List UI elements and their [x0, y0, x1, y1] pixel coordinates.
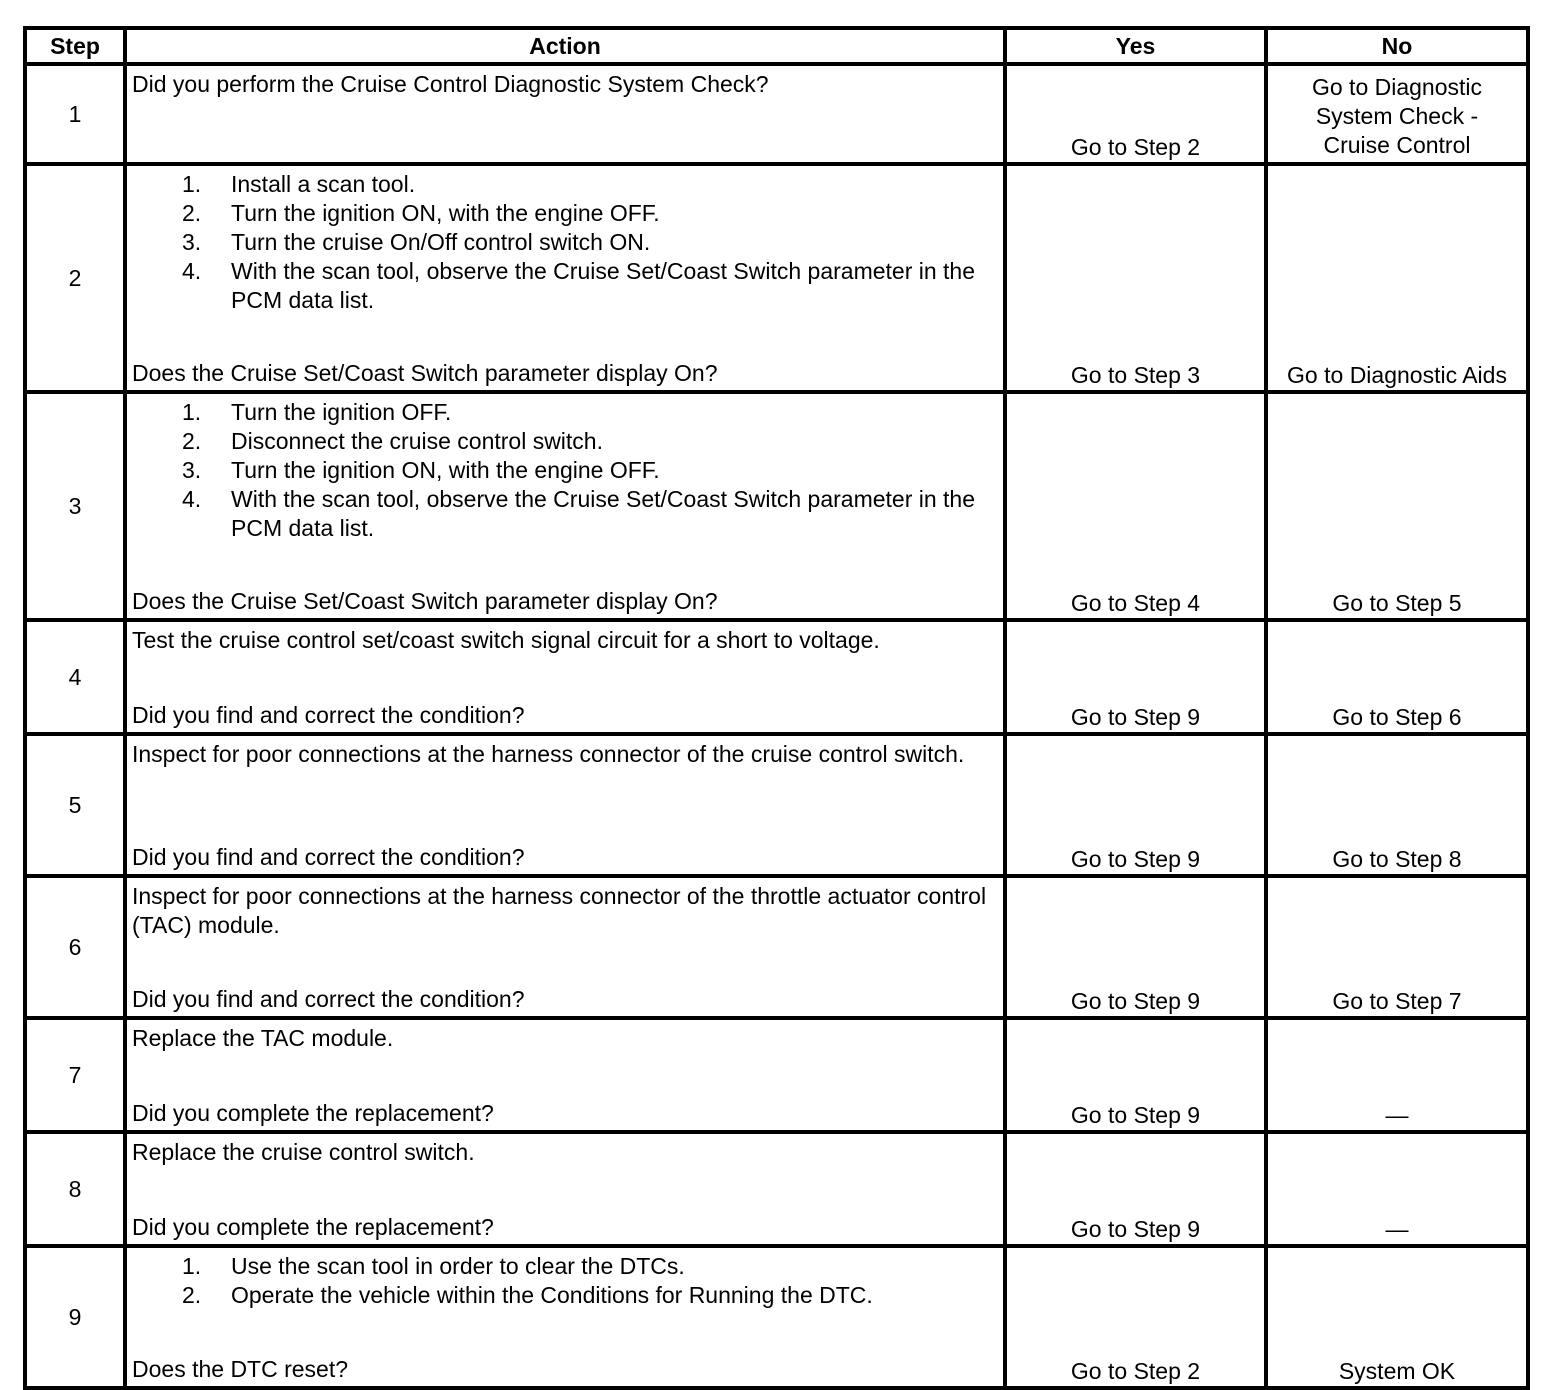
- list-item: 3. Turn the cruise On/Off control switch ON.: [182, 229, 651, 255]
- list-item: 4. With the scan tool, observe the Cruise Set/Coast Switch parameter in the PCM data list.: [182, 486, 976, 541]
- table-row: [25, 64, 1528, 164]
- header-action: Action: [125, 28, 1005, 64]
- instruction-text: Inspect for poor connections at the harness connector of the cruise control switch.: [132, 741, 965, 767]
- instruction-text: Replace the cruise control switch.: [132, 1139, 475, 1165]
- action-cell: [125, 1018, 1005, 1132]
- table-row: [25, 164, 1528, 392]
- no-cell: Go to Diagnostic Aids: [1266, 164, 1528, 392]
- action-steps-list: [132, 170, 999, 315]
- action-cell: [125, 392, 1005, 620]
- list-item: 2. Turn the ignition ON, with the engine OFF.: [182, 200, 660, 226]
- table-row: [25, 876, 1528, 1018]
- question-text: Did you find and correct the condition?: [132, 702, 525, 728]
- step-number: 6: [25, 876, 125, 1018]
- list-item: 1. Turn the ignition OFF.: [182, 399, 452, 425]
- table-row: [25, 620, 1528, 734]
- instruction-text: Inspect for poor connections at the harness connector of the throttle actuator control (TAC) module.: [132, 883, 987, 938]
- header-yes: Yes: [1005, 28, 1266, 64]
- table-row: [25, 734, 1528, 876]
- yes-cell: Go to Step 9: [1005, 1018, 1266, 1132]
- list-item: 2. Operate the vehicle within the Conditions for Running the DTC.: [182, 1282, 873, 1308]
- action-cell: [125, 1132, 1005, 1246]
- action-cell: [125, 64, 1005, 164]
- yes-cell: Go to Step 2: [1005, 64, 1266, 164]
- list-item: 3. Turn the ignition ON, with the engine OFF.: [182, 457, 660, 483]
- step-number: 7: [25, 1018, 125, 1132]
- instruction-text: Did you perform the Cruise Control Diagnostic System Check?: [132, 71, 769, 97]
- step-number: 3: [25, 392, 125, 620]
- yes-cell: Go to Step 4: [1005, 392, 1266, 620]
- question-text: Did you find and correct the condition?: [132, 986, 525, 1012]
- action-cell: [125, 620, 1005, 734]
- step-number: 2: [25, 164, 125, 392]
- list-item: 1. Install a scan tool.: [182, 171, 416, 197]
- action-cell: [125, 734, 1005, 876]
- question-text: Does the Cruise Set/Coast Switch parameter display On?: [132, 588, 718, 614]
- table-row: [25, 1018, 1528, 1132]
- no-cell: Go to Step 7: [1266, 876, 1528, 1018]
- list-item: 4. With the scan tool, observe the Cruise Set/Coast Switch parameter in the PCM data list.: [182, 258, 976, 313]
- instruction-text: Test the cruise control set/coast switch signal circuit for a short to voltage.: [132, 627, 880, 653]
- table-row: [25, 392, 1528, 620]
- action-cell: [125, 164, 1005, 392]
- action-cell: [125, 876, 1005, 1018]
- question-text: Did you complete the replacement?: [132, 1214, 494, 1240]
- table-row: [25, 1246, 1528, 1388]
- yes-cell: Go to Step 9: [1005, 876, 1266, 1018]
- list-item: 1. Use the scan tool in order to clear the DTCs.: [182, 1253, 685, 1279]
- yes-cell: Go to Step 3: [1005, 164, 1266, 392]
- yes-cell: Go to Step 9: [1005, 1132, 1266, 1246]
- question-text: Does the Cruise Set/Coast Switch parameter display On?: [132, 360, 718, 386]
- action-steps-list: [132, 398, 999, 543]
- instruction-text: Replace the TAC module.: [132, 1025, 394, 1051]
- yes-cell: Go to Step 9: [1005, 620, 1266, 734]
- header-no: No: [1266, 28, 1528, 64]
- no-cell: Go to Diagnostic System Check - Cruise Control: [1266, 64, 1528, 164]
- no-cell: Go to Step 8: [1266, 734, 1528, 876]
- action-cell: [125, 1246, 1005, 1388]
- question-text: Did you find and correct the condition?: [132, 844, 525, 870]
- step-number: 5: [25, 734, 125, 876]
- yes-cell: Go to Step 2: [1005, 1246, 1266, 1388]
- step-number: 4: [25, 620, 125, 734]
- yes-cell: Go to Step 9: [1005, 734, 1266, 876]
- no-cell: —: [1266, 1132, 1528, 1246]
- header-row: [25, 28, 1528, 64]
- list-item: 2. Disconnect the cruise control switch.: [182, 428, 603, 454]
- step-number: 8: [25, 1132, 125, 1246]
- no-cell: Go to Step 6: [1266, 620, 1528, 734]
- question-text: Does the DTC reset?: [132, 1356, 349, 1382]
- action-steps-list: [132, 1252, 999, 1310]
- question-text: Did you complete the replacement?: [132, 1100, 494, 1126]
- step-number: 9: [25, 1246, 125, 1388]
- no-cell: System OK: [1266, 1246, 1528, 1388]
- table-row: [25, 1132, 1528, 1246]
- diagnostic-table: [23, 26, 1530, 1390]
- step-number: 1: [25, 64, 125, 164]
- header-step: Step: [25, 28, 125, 64]
- no-cell: Go to Step 5: [1266, 392, 1528, 620]
- no-cell: —: [1266, 1018, 1528, 1132]
